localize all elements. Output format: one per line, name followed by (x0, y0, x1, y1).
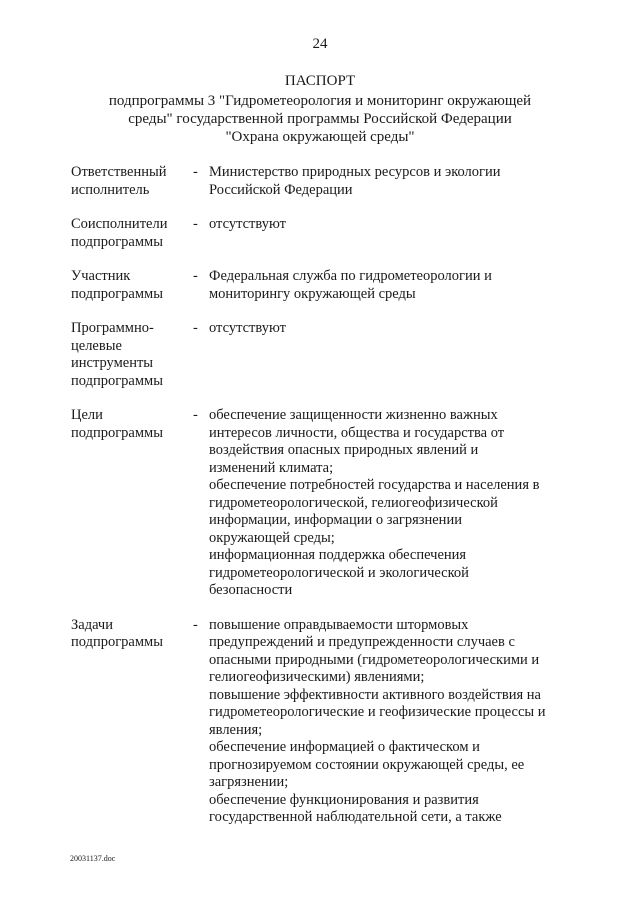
row-label (71, 268, 193, 303)
title-line: подпрограммы 3 "Гидрометеорология и мониторинг окружающей (108, 93, 532, 109)
row-dash: - (193, 320, 198, 336)
row-label-line: Задачи (71, 616, 113, 633)
row-value-line: повышение оправдываемости штормовых (209, 616, 469, 633)
row-label (71, 216, 193, 251)
row-value (209, 164, 561, 199)
row-dash: - (193, 164, 198, 180)
row-dash: - (193, 616, 198, 633)
row-value-line: интересов личности, общества и государства от (209, 424, 505, 441)
row-label (71, 407, 193, 600)
row-value-line: Федеральная служба по гидрометеорологии и (209, 268, 492, 284)
row-label-line: Соисполнители (71, 216, 168, 232)
row-dash: - (193, 216, 198, 232)
row-label-line: Ответственный (71, 164, 167, 180)
title-line: "Охрана окружающей среды" (225, 129, 415, 145)
row-value-line: изменений климата; (209, 459, 334, 476)
row-value-line: гидрометеорологической, гелиогеофизической (209, 494, 498, 511)
row-value-line: явления; (209, 721, 263, 738)
row-value-line: загрязнении; (209, 774, 289, 790)
row-dash: - (193, 407, 198, 423)
row-label-line: подпрограммы (71, 634, 163, 650)
passport-row-participant (71, 268, 571, 303)
row-label-line: Программно- (71, 320, 154, 336)
row-value-line: обеспечение информацией о фактическом и (209, 739, 480, 755)
row-value-line: государственной наблюдательной сети, а также (209, 809, 502, 825)
passport-row-tasks (71, 617, 571, 827)
row-label-line: инструменты (71, 355, 154, 371)
row-value-line: обеспечение защищенности жизненно важных (209, 407, 498, 423)
row-value-line: гелиогеофизическими) явлениями; (209, 669, 425, 685)
row-value-line: окружающей среды; (209, 529, 335, 546)
row-value-line: мониторингу окружающей среды (209, 285, 416, 302)
row-value-line: Министерство природных ресурсов и экологии (209, 164, 501, 180)
row-value-line: отсутствуют (209, 320, 286, 336)
row-label-line: Цели (71, 407, 103, 423)
row-value-line: безопасности (209, 582, 293, 598)
row-label-line: Участник (71, 268, 131, 284)
row-value-line: информационная поддержка обеспечения (209, 547, 467, 563)
passport-row-responsible (71, 164, 571, 199)
row-label-line: целевые (71, 337, 122, 354)
passport-table (71, 164, 571, 827)
row-value-line: повышение эффективности активного воздействия на (209, 686, 541, 703)
row-label-line: подпрограммы (71, 424, 163, 441)
row-value-line: гидрометеорологической и экологической (209, 564, 469, 581)
row-value (209, 407, 561, 600)
row-value-line: обеспечение функционирования и развития (209, 791, 479, 808)
row-value-line: предупреждений и предупрежденности случаев с (209, 634, 515, 650)
passport-row-coexecutors (71, 216, 571, 251)
row-value (209, 617, 561, 827)
file-name-footer: 20031137.doc (70, 854, 116, 863)
row-value (209, 216, 561, 251)
row-label (71, 617, 193, 827)
row-value-line: опасными природными (гидрометеорологическими и (209, 651, 540, 668)
page-number: 24 (312, 36, 328, 52)
row-value (209, 268, 561, 303)
row-label (71, 320, 193, 390)
row-value-line: информации, информации о загрязнении (209, 512, 462, 528)
row-label-line: подпрограммы (71, 233, 163, 250)
row-label-line: подпрограммы (71, 372, 163, 389)
row-value-line: Российской Федерации (209, 181, 353, 198)
passport-title (60, 72, 580, 146)
passport-row-goals (71, 407, 571, 600)
row-value-line: гидрометеорологические и геофизические процессы и (209, 704, 546, 720)
row-label-line: подпрограммы (71, 285, 163, 302)
row-value-line: обеспечение потребностей государства и населения в (209, 477, 540, 493)
passport-row-instruments (71, 320, 571, 390)
title-line: среды" государственной программы Российской Федерации (128, 111, 512, 127)
row-value (209, 320, 561, 390)
row-value-line: отсутствуют (209, 216, 286, 232)
row-value-line: прогнозируемом состоянии окружающей среды, ее (209, 756, 525, 773)
row-label-line: исполнитель (71, 181, 150, 198)
row-value-line: воздействия опасных природных явлений и (209, 442, 479, 458)
row-label (71, 164, 193, 199)
title-heading: ПАСПОРТ (284, 73, 356, 89)
row-dash: - (193, 268, 198, 284)
